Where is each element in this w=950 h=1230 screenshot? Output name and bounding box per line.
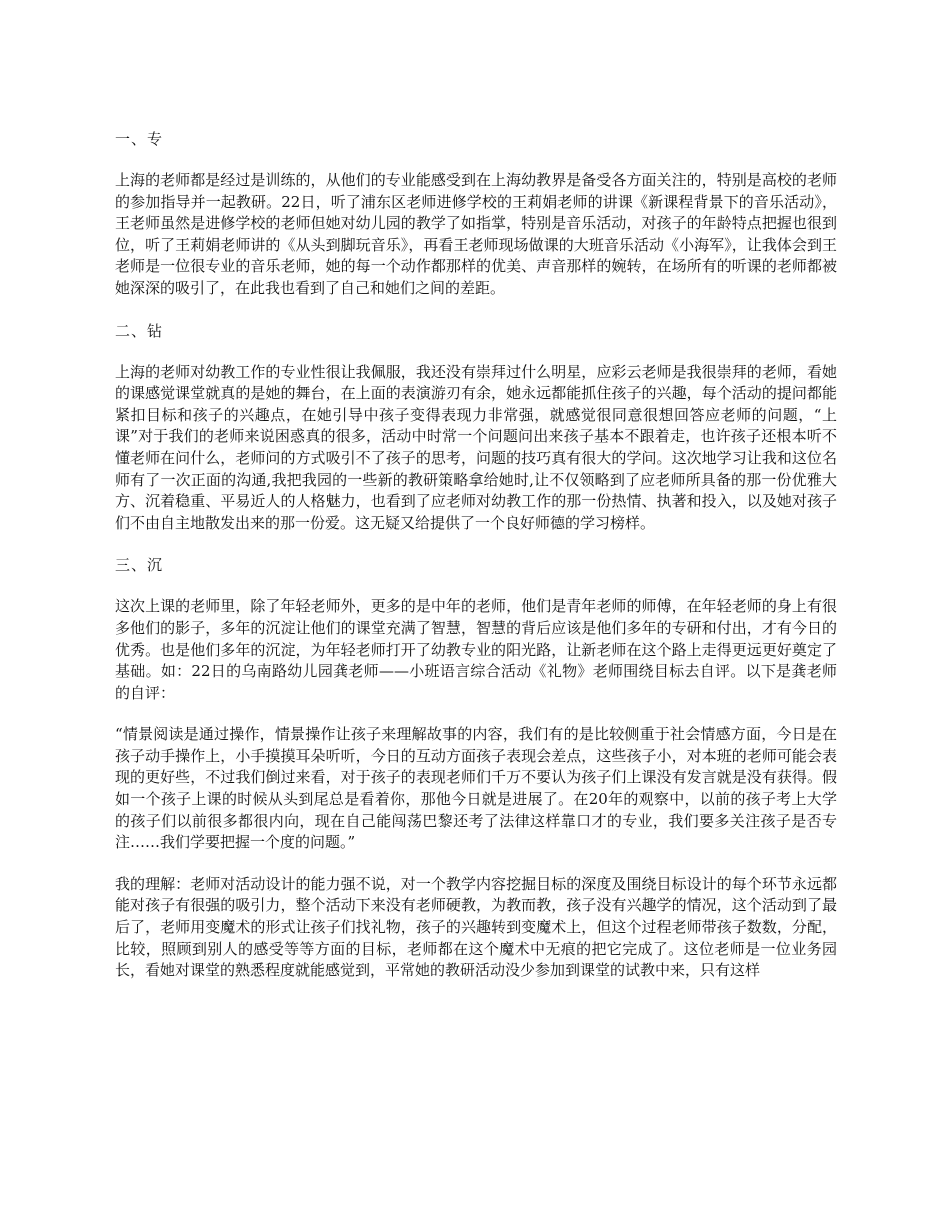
quote-paragraph: “情景阅读是通过操作，情景操作让孩子来理解故事的内容，我们有的是比较侧重于社会情感方面，今日是在孩子动手操作上，小手摸摸耳朵听听，今日的互动方面孩子表现会差点，这些孩子小，对本班的老师可能会表现的更好些，不过我们倒过来看，对于孩子的表现老师们千万不要认为孩子们上课没有发言就是没有获得。假如一个孩子上课的时候从头到尾总是看着你，那他今日就是进展了。在20年的观察中，以前的孩子考上大学的孩子们以前很多都很内向，现在自己能闯荡巴黎还考了法律这样靠口才的专业，我们要多关注孩子是否专注……我们学要把握一个度的问题。” — [115, 725, 837, 852]
paragraph: 我的理解：老师对活动设计的能力强不说，对一个教学内容挖掘目标的深度及围绕目标设计的每个环节永远都能对孩子有很强的吸引力，整个活动下来没有老师硬教，为教而教，孩子没有兴趣学的情况，这个活动到了最后了，老师用变魔术的形式让孩子们找礼物，孩子的兴趣转到变魔术上，但这个过程老师带孩子数数，分配，比较，照顾到别人的感受等等方面的目标，老师都在这个魔术中无痕的把它完成了。这位老师是一位业务园长，看她对课堂的熟悉程度就能感觉到，平常她的教研活动没少参加到课堂的试教中来，只有这样 — [115, 874, 837, 980]
document-page — [115, 128, 837, 1002]
section-zhuan — [115, 128, 837, 300]
section-chen — [115, 554, 837, 982]
paragraph: 这次上课的老师里，除了年轻老师外，更多的是中年的老师，他们是青年老师的师傅，在年轻老师的身上有很多他们的影子，多年的沉淀让他们的课堂充满了智慧，智慧的背后应该是他们多年的专研和付出，才有今日的优秀。也是他们多年的沉淀，为年轻老师打开了幼教专业的阳光路，让新老师在这个路上走得更远更好奠定了基础。如：22日的乌南路幼儿园龚老师——小班语言综合活动《礼物》老师围绕目标去自评。以下是龚老师的自评： — [115, 597, 837, 702]
section-heading: 一、专 — [115, 130, 164, 148]
section-heading: 三、沉 — [115, 556, 164, 575]
section-heading: 二、钻 — [115, 321, 164, 340]
paragraph: 上海的老师都是经过是训练的，从他们的专业能感受到在上海幼教界是备受各方面关注的，特别是高校的老师的参加指导并一起教研。22日，听了浦东区老师进修学校的王莉娟老师的讲课《新课程背景下的音乐活动》，王老师虽然是进修学校的老师但她对幼儿园的教学了如指掌，特别是音乐活动，对孩子的年龄特点把握也很到位，听了王莉娟老师讲的《从头到脚玩音乐》，再看王老师现场做课的大班音乐活动《小海军》，让我体会到王老师是一位很专业的音乐老师，她的每一个动作都那样的优美、声音那样的婉转，在场所有的听课的老师都被她深深的吸引了，在此我也看到了自己和她们之间的差距。 — [115, 171, 837, 297]
paragraph: 上海的老师对幼教工作的专业性很让我佩服，我还没有崇拜过什么明星，应彩云老师是我很崇拜的老师，看她的课感觉课堂就真的是她的舞台，在上面的表演游刃有余，她永远都能抓住孩子的兴趣，每个活动的提问都能紧扣目标和孩子的兴趣点，在她引导中孩子变得表现力非常强，就感觉很同意很想回答应老师的问题，“上课”对于我们的老师来说困惑真的很多，活动中时常一个问题问出来孩子基本不跟着走，也许孩子还根本听不懂老师在问什么，老师问的方式吸引不了孩子的思考，问题的技巧真有很大的学问。这次地学习让我和这位名师有了一次正面的沟通,我把我园的一些新的教研策略拿给她时,让不仅领略到了应老师所具备的那一份优雅大方、沉着稳重、平易近人的人格魅力，也看到了应老师对幼教工作的那一份热情、执著和投入，以及她对孩子们不由自主地散发出来的那一份爱。这无疑又给提供了一个良好师德的学习榜样。 — [115, 362, 837, 532]
section-zuan — [115, 320, 837, 535]
